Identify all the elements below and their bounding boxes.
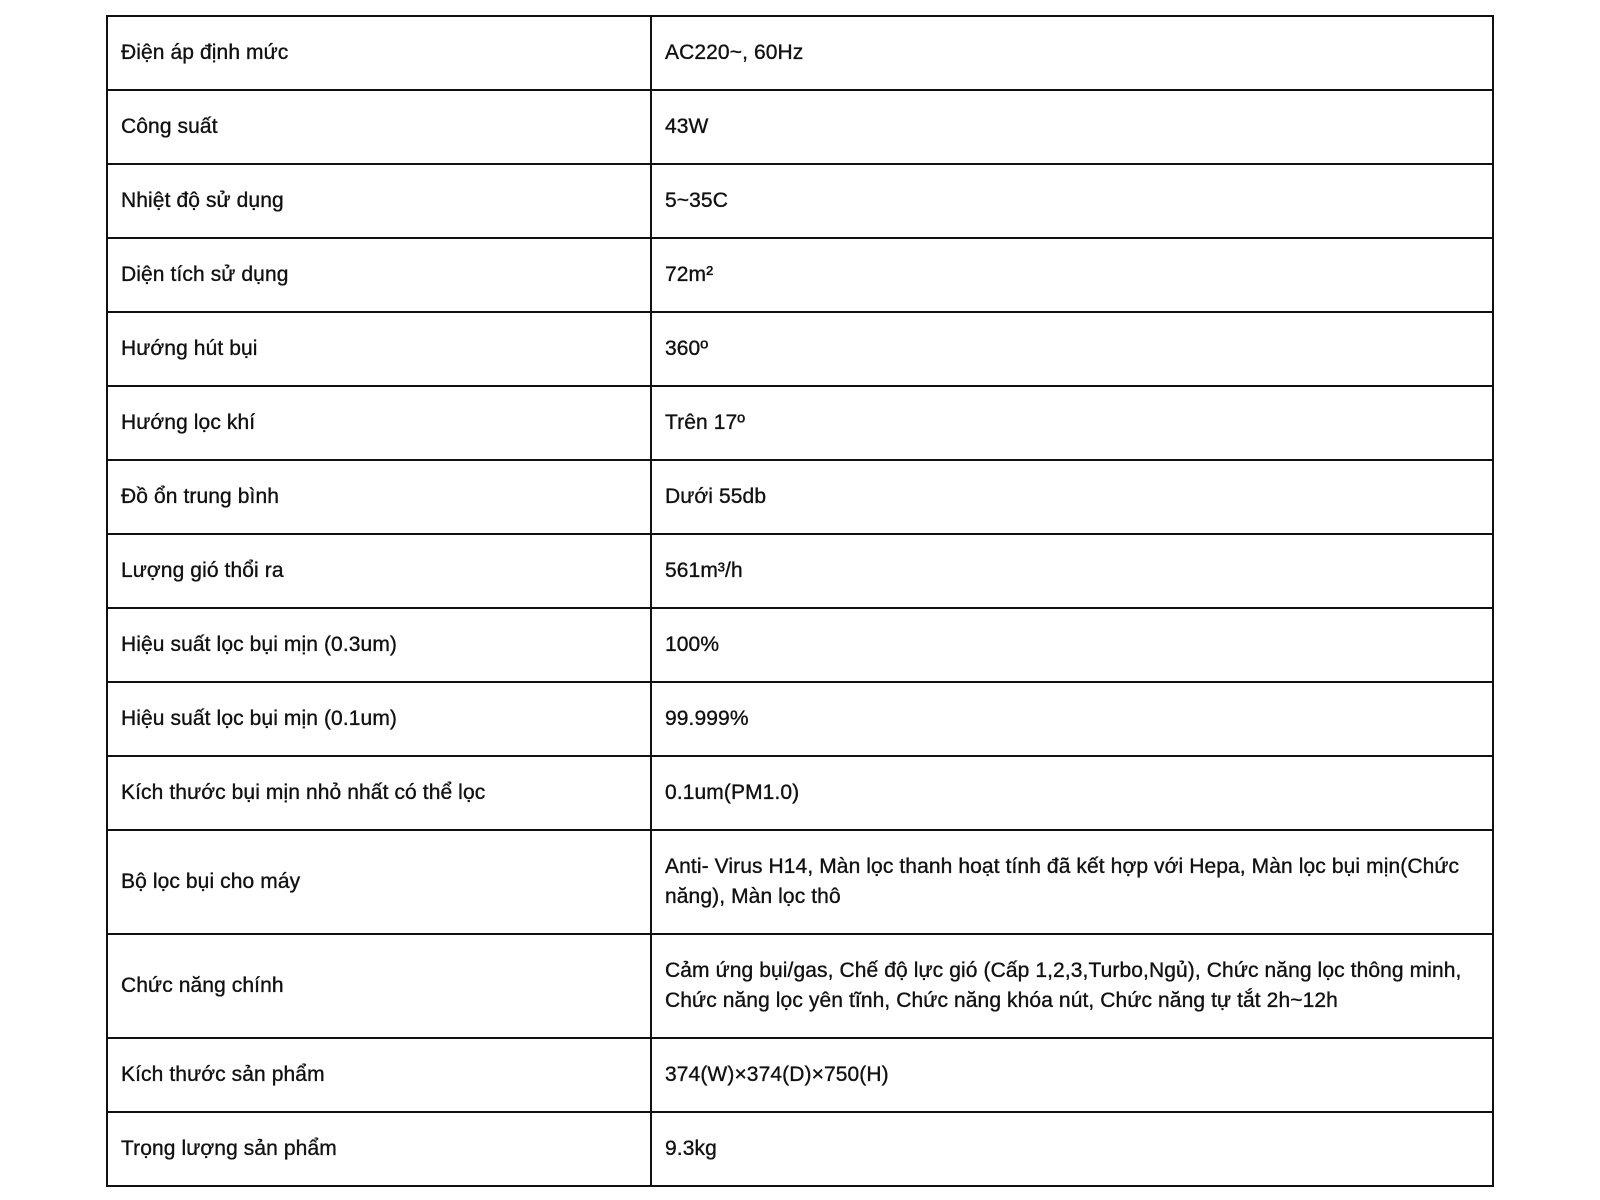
spec-row <box>108 165 1492 239</box>
spec-value: Dưới 55db <box>665 485 767 508</box>
spec-row <box>108 609 1492 683</box>
spec-value: 9.3kg <box>665 1137 717 1160</box>
spec-label: Hiệu suất lọc bụi mịn (0.3um) <box>108 609 652 681</box>
spec-row <box>108 17 1492 91</box>
spec-value: Cảm ứng bụi/gas, Chế độ lực gió (Cấp 1,2,3,Turbo,Ngủ), Chức năng lọc thông minh, Chức năng lọc yên tĩnh, Chức năng khóa nút, Chức năng tự tắt 2h~12h <box>665 959 1462 1012</box>
spec-row <box>108 387 1492 461</box>
spec-row <box>108 91 1492 165</box>
spec-row <box>108 935 1492 1039</box>
spec-value: 5~35C <box>665 189 728 212</box>
spec-row <box>108 239 1492 313</box>
spec-value: 0.1um(PM1.0) <box>665 781 800 804</box>
spec-row <box>108 683 1492 757</box>
spec-label: Nhiệt độ sử dụng <box>108 165 652 237</box>
spec-value: Trên 17º <box>665 411 746 434</box>
spec-row <box>108 757 1492 831</box>
spec-value: Anti- Virus H14, Màn lọc thanh hoạt tính đã kết hợp với Hepa, Màn lọc bụi mịn(Chức năng), Màn lọc thô <box>665 855 1460 908</box>
spec-label: Hiệu suất lọc bụi mịn (0.1um) <box>108 683 652 755</box>
spec-value: 561m³/h <box>665 559 743 582</box>
spec-label: Chức năng chính <box>108 935 652 1037</box>
spec-label: Lượng gió thổi ra <box>108 535 652 607</box>
spec-row <box>108 535 1492 609</box>
spec-row <box>108 1113 1492 1187</box>
spec-row <box>108 1039 1492 1113</box>
spec-label: Đồ ổn trung bình <box>108 461 652 533</box>
spec-row <box>108 313 1492 387</box>
spec-row <box>108 461 1492 535</box>
spec-label: Bộ lọc bụi cho máy <box>108 831 652 933</box>
spec-value: 43W <box>665 115 709 138</box>
spec-value: 100% <box>665 633 720 656</box>
spec-value: 72m² <box>665 263 714 286</box>
spec-label: Hướng hút bụi <box>108 313 652 385</box>
spec-label: Diện tích sử dụng <box>108 239 652 311</box>
spec-value: 360º <box>665 337 709 360</box>
spec-label: Kích thước bụi mịn nhỏ nhất có thể lọc <box>108 757 652 829</box>
spec-label: Kích thước sản phẩm <box>108 1039 652 1111</box>
spec-label: Trọng lượng sản phẩm <box>108 1113 652 1185</box>
spec-value: 374(W)×374(D)×750(H) <box>665 1063 889 1086</box>
spec-label: Hướng lọc khí <box>108 387 652 459</box>
spec-table <box>106 15 1494 1187</box>
spec-row <box>108 831 1492 935</box>
spec-value: 99.999% <box>665 707 749 730</box>
spec-label: Công suất <box>108 91 652 163</box>
spec-value: AC220~, 60Hz <box>665 41 804 64</box>
spec-label: Điện áp định mức <box>108 17 652 89</box>
